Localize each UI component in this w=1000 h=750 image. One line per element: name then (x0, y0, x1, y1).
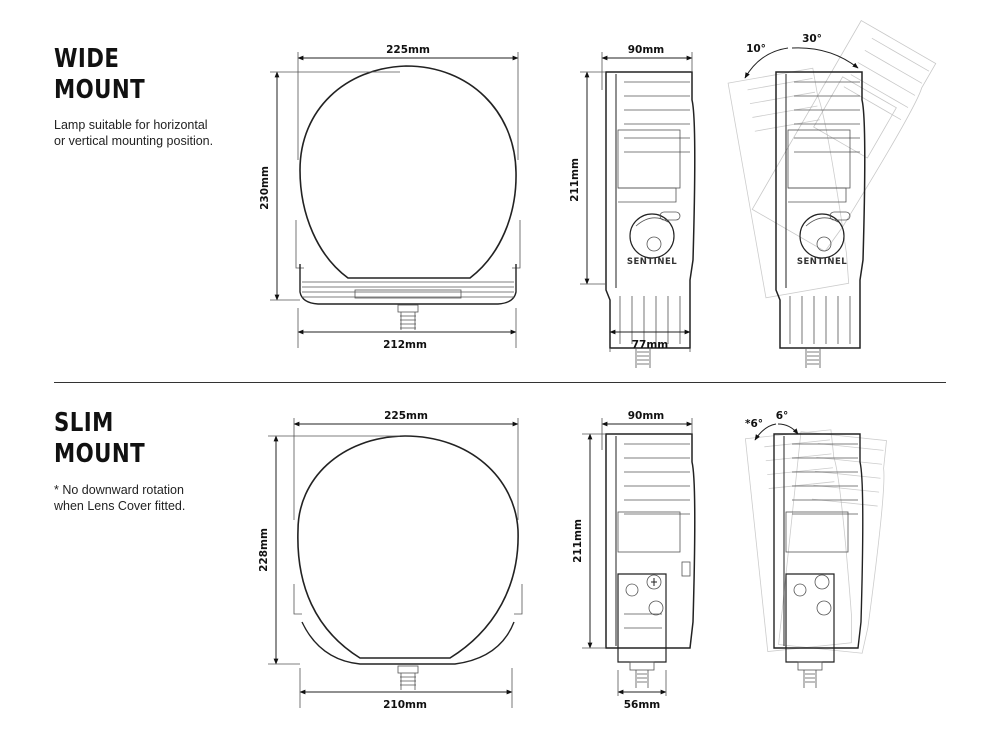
slim-front-view (258, 410, 522, 711)
wide-angle-down-label: 10° (746, 43, 766, 55)
wide-front-height-label: 230mm (259, 166, 271, 210)
wide-title-line1: WIDE (54, 44, 120, 74)
slim-front-base-label: 210mm (383, 699, 427, 711)
slim-angle-up-label: 6° (775, 410, 789, 422)
wide-side-height-label: 211mm (569, 158, 581, 202)
wide-side-brand-label: SENTINEL (626, 257, 678, 267)
wide-side-base-label: 77mm (631, 339, 669, 351)
wide-angle-up-label: 30° (802, 33, 822, 45)
svg-text:SENTINEL: SENTINEL (796, 257, 848, 267)
slim-side-height-label: 211mm (572, 519, 584, 563)
slim-rotation-view (745, 410, 889, 688)
wide-desc-line2: or vertical mounting position. (54, 134, 214, 148)
slim-title-line2: MOUNT (54, 439, 146, 469)
wide-side-depth-label: 90mm (627, 44, 665, 56)
slim-side-view (572, 410, 695, 711)
wide-side-view (569, 44, 695, 368)
wide-front-view (259, 44, 520, 351)
slim-side-base-label: 56mm (623, 699, 661, 711)
wide-front-base-label: 212mm (383, 339, 427, 351)
wide-rotation-view (728, 21, 938, 368)
slim-title-line1: SLIM (54, 408, 114, 438)
slim-desc-line1: * No downward rotation (54, 483, 184, 497)
wide-front-width-label: 225mm (386, 44, 430, 56)
slim-angle-down-label: *6° (744, 418, 764, 430)
wide-desc-line1: Lamp suitable for horizontal (54, 118, 208, 132)
slim-desc-line2: when Lens Cover fitted. (54, 499, 186, 513)
slim-front-width-label: 225mm (384, 410, 428, 422)
slim-front-height-label: 228mm (258, 528, 270, 572)
slim-side-depth-label: 90mm (627, 410, 665, 422)
wide-title-line2: MOUNT (54, 75, 146, 105)
